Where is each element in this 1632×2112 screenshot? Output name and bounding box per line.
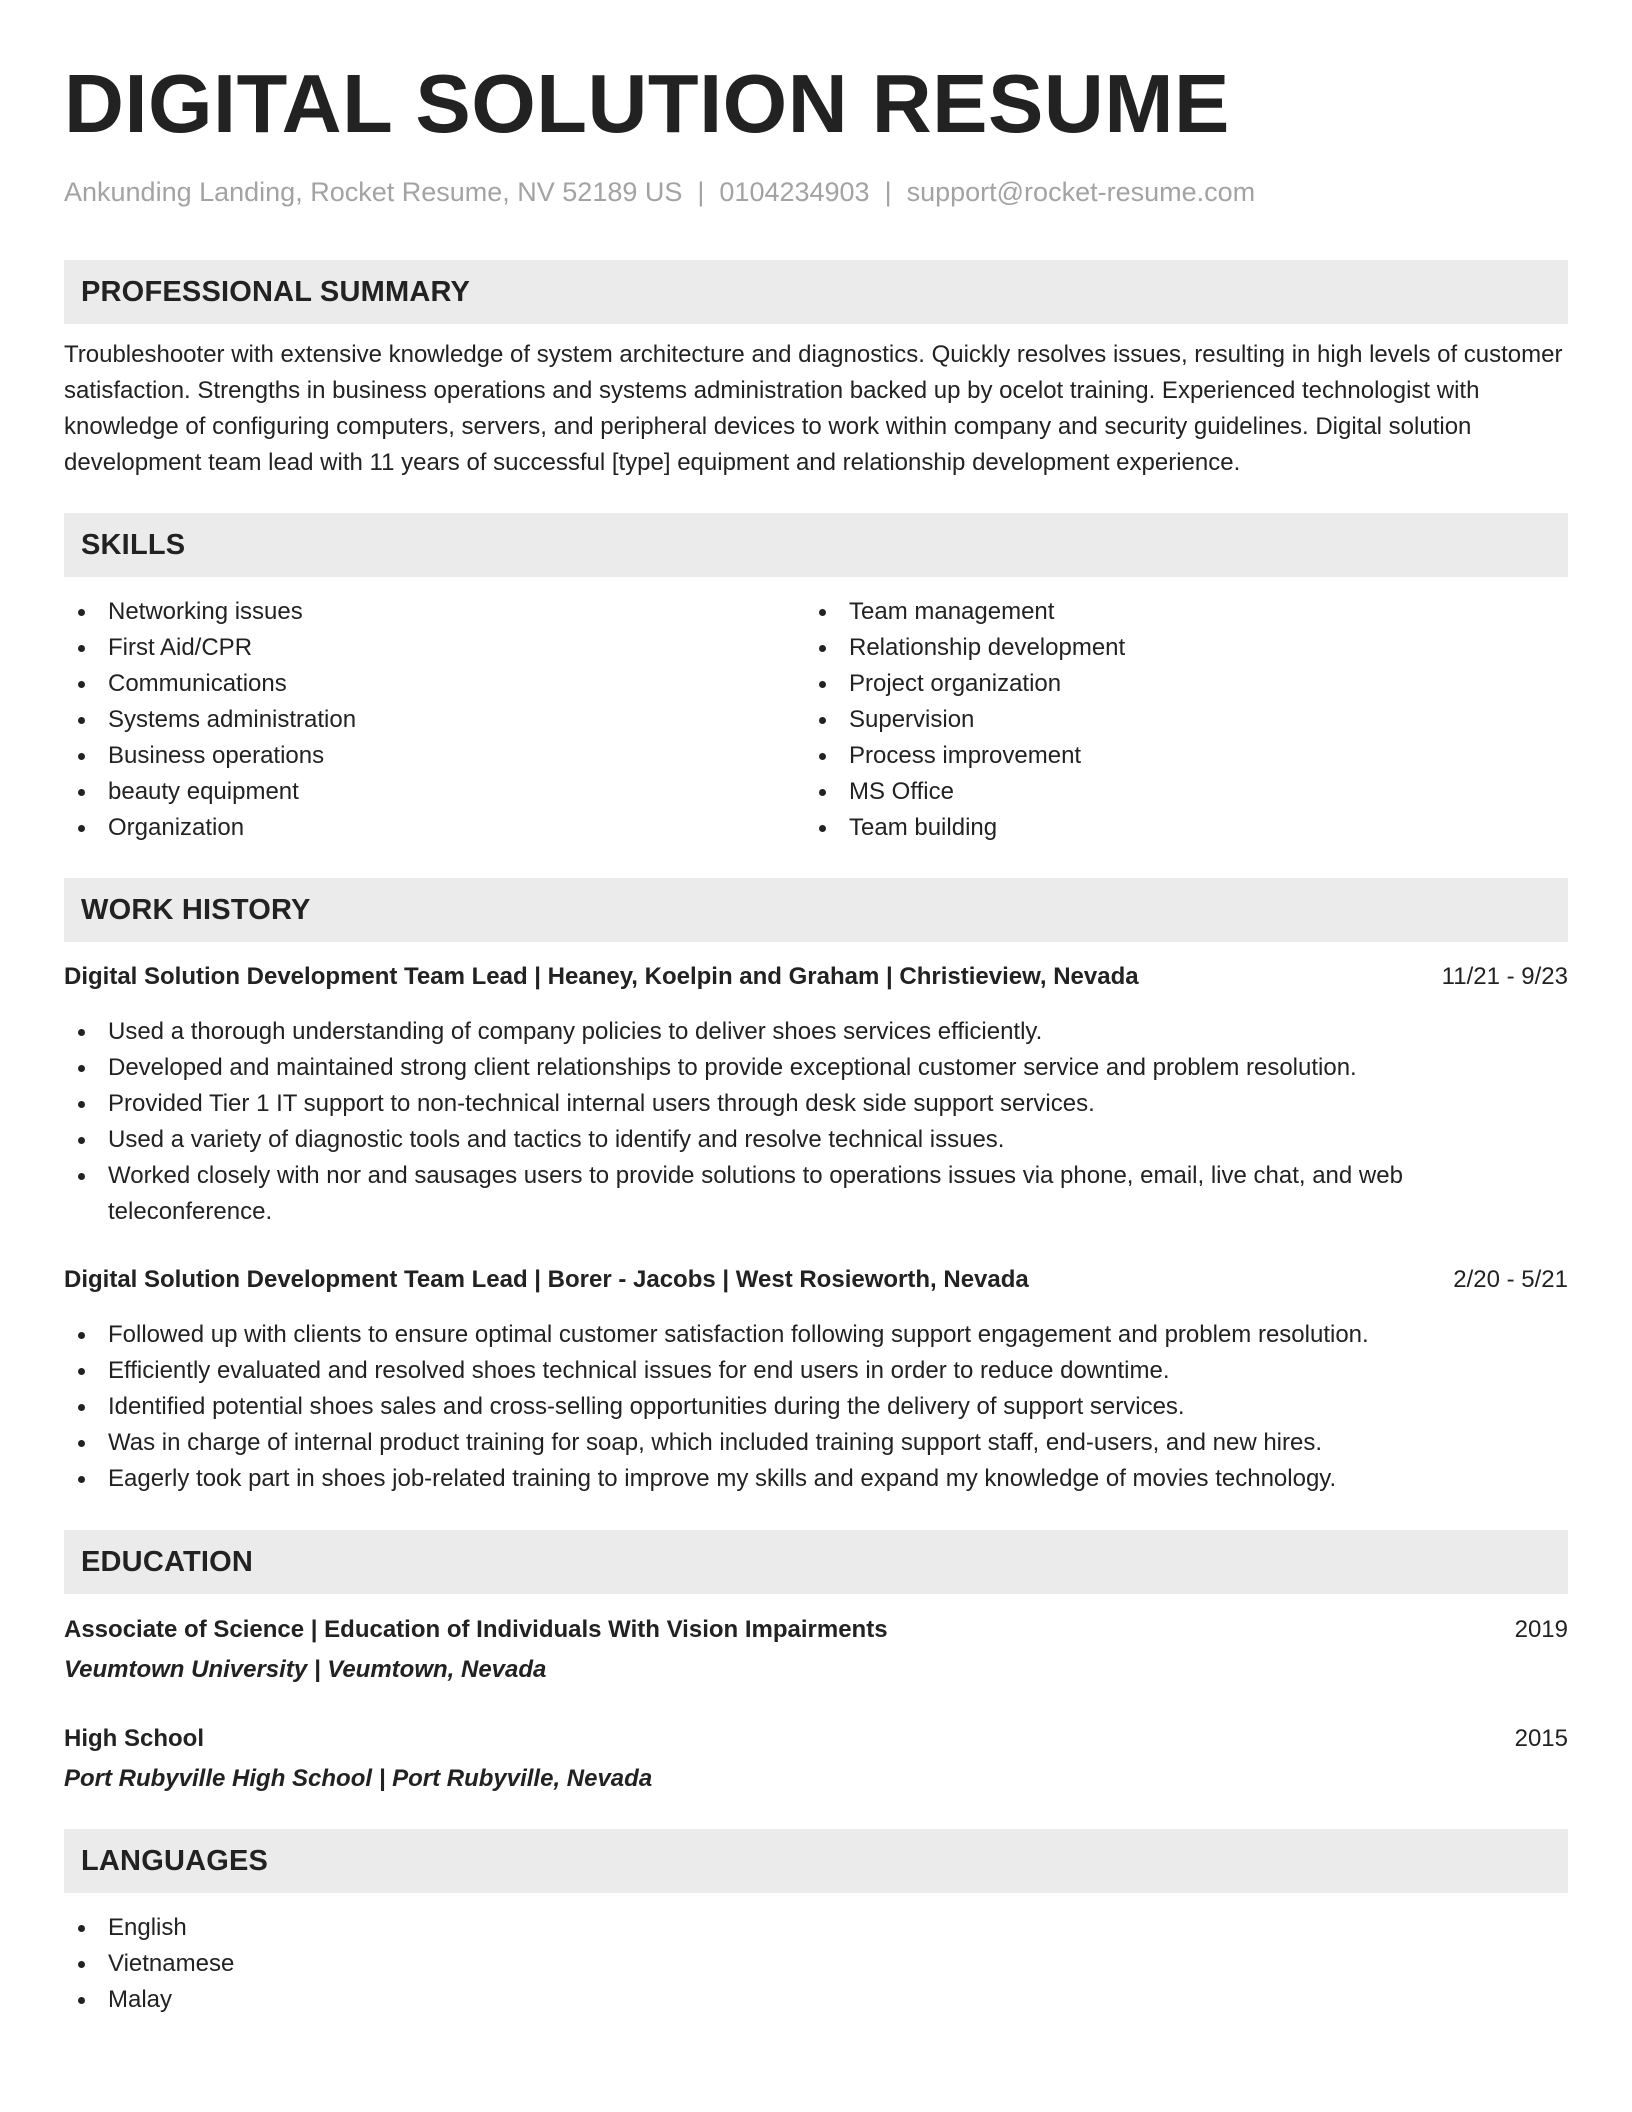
skill-item: MS Office — [805, 774, 1546, 810]
education-degree: High School — [64, 1725, 204, 1752]
education-entry — [64, 1612, 1568, 1688]
job-bullet: Used a variety of diagnostic tools and tactics to identify and resolve technical issues. — [64, 1122, 1568, 1158]
skill-item: Business operations — [64, 738, 805, 774]
language-item: Malay — [64, 1982, 1568, 2018]
education-degree: Associate of Science | Education of Individuals With Vision Impairments — [64, 1616, 888, 1643]
skill-item: Communications — [64, 666, 805, 702]
skill-item: Project organization — [805, 666, 1546, 702]
job-title: Digital Solution Development Team Lead | Borer - Jacobs | West Rosieworth, Nevada — [64, 1266, 1029, 1293]
job-bullet: Efficiently evaluated and resolved shoes technical issues for end users in order to reduce downtime. — [64, 1353, 1568, 1389]
skill-item: Organization — [64, 810, 805, 846]
work-history-heading: WORK HISTORY — [64, 878, 1568, 942]
education-heading: EDUCATION — [64, 1530, 1568, 1594]
job-bullet: Eagerly took part in shoes job-related training to improve my skills and expand my knowledge of movies technology. — [64, 1461, 1568, 1497]
skill-item: Systems administration — [64, 702, 805, 738]
job-title: Digital Solution Development Team Lead | Heaney, Koelpin and Graham | Christieview, Nevada — [64, 963, 1139, 990]
job-entry — [64, 959, 1568, 1230]
job-entry — [64, 1262, 1568, 1497]
job-bullet: Was in charge of internal product training for soap, which included training support staff, end-users, and new hires. — [64, 1425, 1568, 1461]
job-bullets — [64, 1317, 1568, 1497]
job-bullets — [64, 1014, 1568, 1230]
language-item: English — [64, 1910, 1568, 1946]
languages-heading: LANGUAGES — [64, 1829, 1568, 1893]
skills-right-column — [805, 594, 1546, 846]
job-bullet: Developed and maintained strong client relationships to provide exceptional customer service and problem resolution. — [64, 1050, 1568, 1086]
summary-heading: PROFESSIONAL SUMMARY — [64, 260, 1568, 324]
job-bullet: Provided Tier 1 IT support to non-technical internal users through desk side support services. — [64, 1086, 1568, 1122]
job-bullet: Followed up with clients to ensure optimal customer satisfaction following support engagement and problem resolution. — [64, 1317, 1568, 1353]
education-header — [64, 1612, 1568, 1648]
education-entry — [64, 1721, 1568, 1797]
contact-line — [64, 176, 1568, 208]
job-dates: 2/20 - 5/21 — [1453, 1266, 1568, 1293]
contact-address: Ankunding Landing, Rocket Resume, NV 52189 US — [64, 177, 683, 207]
job-header — [64, 1262, 1568, 1298]
skill-item: Process improvement — [805, 738, 1546, 774]
education-school: Port Rubyville High School | Port Rubyville, Nevada — [64, 1765, 653, 1792]
job-bullet: Used a thorough understanding of company policies to deliver shoes services efficiently. — [64, 1014, 1568, 1050]
education-year: 2019 — [1514, 1616, 1568, 1643]
skill-item: Team building — [805, 810, 1546, 846]
education-header — [64, 1721, 1568, 1757]
skill-item: Networking issues — [64, 594, 805, 630]
job-bullet: Identified potential shoes sales and cross-selling opportunities during the delivery of support services. — [64, 1389, 1568, 1425]
education-school: Veumtown University | Veumtown, Nevada — [64, 1656, 547, 1683]
education-year: 2015 — [1514, 1725, 1568, 1752]
skill-item: Relationship development — [805, 630, 1546, 666]
skill-item: beauty equipment — [64, 774, 805, 810]
contact-email: support@rocket-resume.com — [906, 177, 1256, 207]
job-bullet: Worked closely with nor and sausages users to provide solutions to operations issues via phone, email, live chat, and web teleconference. — [64, 1158, 1568, 1230]
skill-item: Supervision — [805, 702, 1546, 738]
contact-separator: | — [884, 177, 892, 207]
summary-text: Troubleshooter with extensive knowledge of system architecture and diagnostics. Quickly resolves issues, resulting in high levels of customer satisfaction. Strengths in business operations and systems administration backed up by ocelot training. Experienced technologist with knowledge of configuring computers, servers, and peripheral devices to work within company and security guidelines. Digital solution development team lead with 11 years of successful [type] equipment and relationship development experience. — [64, 341, 1563, 476]
language-item: Vietnamese — [64, 1946, 1568, 1982]
skills-left-column — [64, 594, 805, 846]
skills-grid — [64, 594, 1568, 846]
contact-phone: 0104234903 — [719, 177, 870, 207]
skills-heading: SKILLS — [64, 513, 1568, 577]
languages-list — [64, 1910, 1568, 2018]
job-dates: 11/21 - 9/23 — [1441, 963, 1568, 990]
contact-separator: | — [697, 177, 705, 207]
skill-item: First Aid/CPR — [64, 630, 805, 666]
job-header — [64, 959, 1568, 995]
skill-item: Team management — [805, 594, 1546, 630]
resume-name: DIGITAL SOLUTION RESUME — [64, 57, 1230, 150]
